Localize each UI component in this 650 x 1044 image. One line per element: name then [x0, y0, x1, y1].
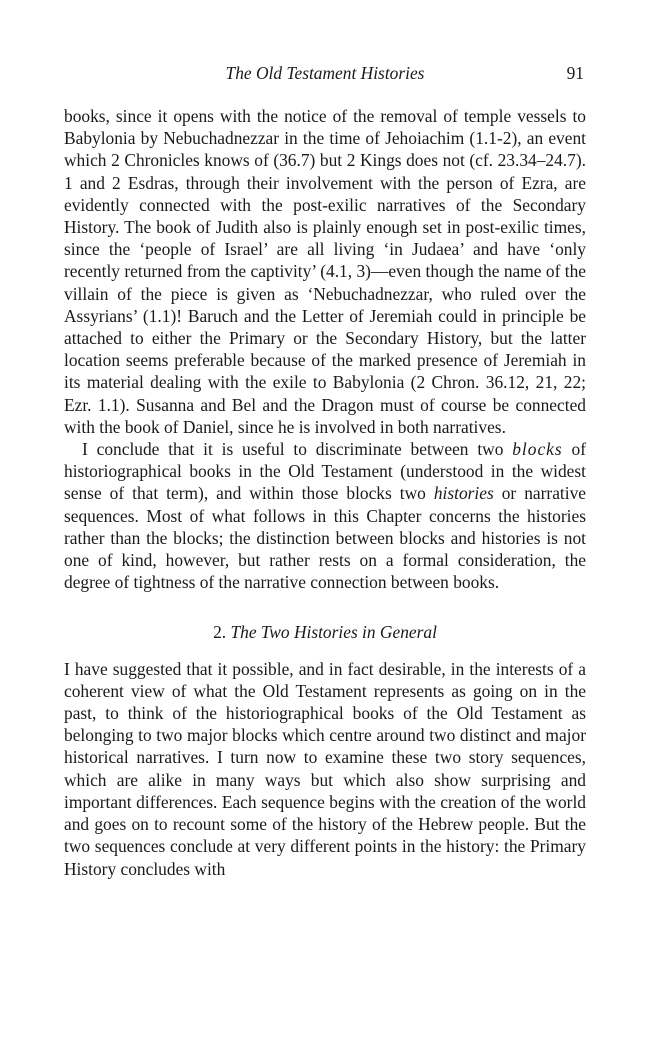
- paragraph-3: I have suggested that it possible, and in fact desirable, in the interests of a coherent view of what the Old Testament represents as going on in the past, to think of the historiographical books of the Old Testament as belonging to two major blocks which centre around two distinct and major historical narratives. I turn now to examine these two story sequences, which are alike in many ways but which also show surprising and important differences. Each sequence begins with the creation of the world and goes on to recount some of the history of the Hebrew people. But the two sequences conclude at very different points in the history: the Primary History concludes with: [64, 658, 586, 879]
- emphasis-histories: histories: [433, 483, 494, 504]
- section-title: The Two Histories in General: [230, 622, 437, 643]
- paragraph-2-text-2: of historiographical books in the Old Testament (understood in the widest sense of that term), and within those blocks two: [64, 439, 586, 504]
- paragraph-2-text-1: I conclude that it is useful to discriminate between two: [82, 439, 513, 460]
- paragraph-2: [64, 438, 586, 593]
- running-head: [64, 60, 586, 86]
- paragraph-2-text-3: or narrative sequences. Most of what follows in this Chapter concerns the histories rather than the blocks; the distinction between blocks and histories is not one of kind, however, but rather rests on a formal consideration, the degree of tightness of the narrative connection between books.: [64, 483, 586, 593]
- running-title: The Old Testament Histories: [225, 63, 425, 83]
- section-heading: [64, 621, 586, 643]
- page-number: 91: [566, 63, 584, 83]
- paragraph-1: books, since it opens with the notice of the removal of temple vessels to Babylonia by Nebuchadnezzar in the time of Jehoiachim (1.1-2), an event which 2 Chronicles knows of (36.7) but 2 Kings does not (cf. 23.34–24.7). 1 and 2 Esdras, through their involvement with the person of Ezra, are evidently connected with the post-exilic narratives of the Secondary History. The book of Judith also is plainly enough set in post-exilic times, since the ‘people of Israel’ are all living ‘in Judaea’ and have ‘only recently returned from the captivity’ (4.1, 3)—even though the name of the villain of the piece is given as ‘Nebuchadnezzar, who ruled over the Assyrians’ (1.1)! Baruch and the Letter of Jeremiah could in principle be attached to either the Primary or the Secondary History, but the latter location seems preferable because of the marked presence of Jeremiah in its material dealing with the exile to Babylonia (2 Chron. 36.12, 21, 22; Ezr. 1.1). Susanna and Bel and the Dragon must of course be connected with the book of Daniel, since he is involved in both narratives.: [64, 106, 586, 437]
- emphasis-blocks: blocks: [512, 439, 563, 460]
- section-number: 2.: [213, 622, 227, 643]
- book-page: [64, 60, 586, 880]
